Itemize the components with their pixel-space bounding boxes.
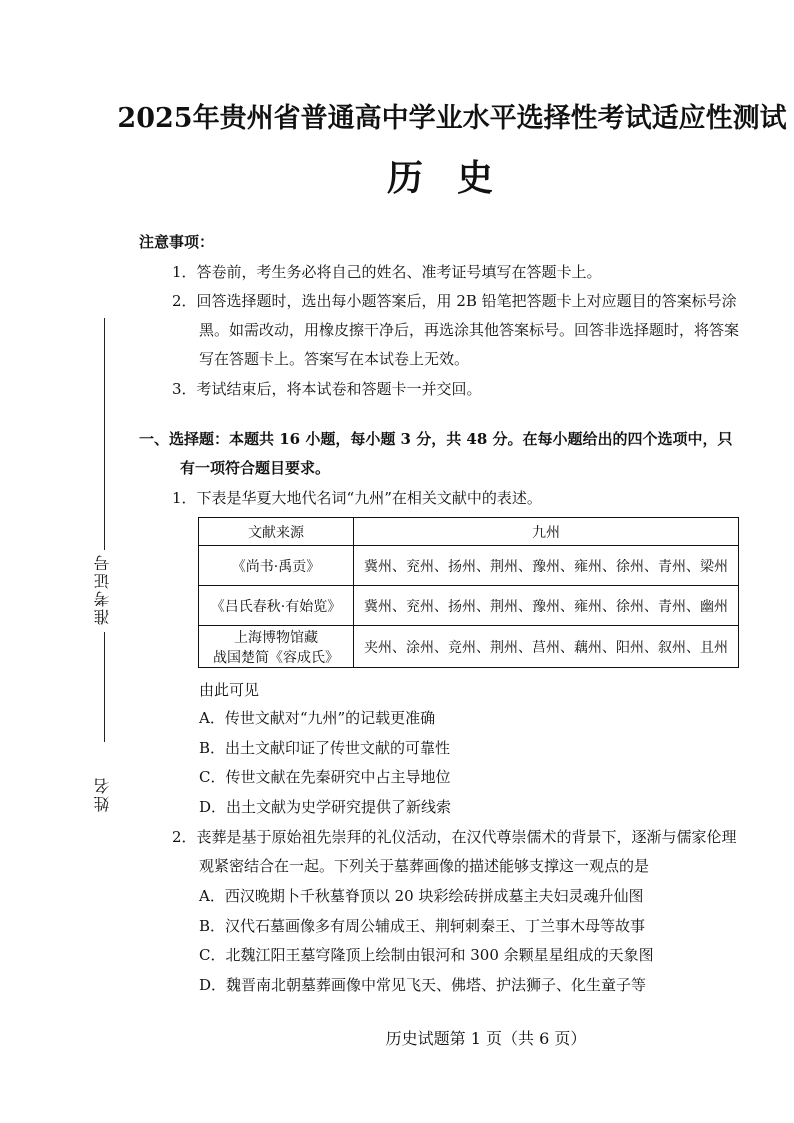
q1-table [198,517,739,668]
table-cell-value: 夹州、涂州、竞州、荆州、莒州、藕州、阳州、叙州、且州 [354,626,739,668]
q2-option-a: A．西汉晚期卜千秋墓脊顶以 20 块彩绘砖拼成墓主夫妇灵魂升仙图 [199,887,644,905]
q2-option-c: C．北魏江阳王墓穹隆顶上绘制由银河和 300 余颗星星组成的天象图 [199,946,654,964]
q1-table-header-jiuzhou: 九州 [354,518,739,546]
section1-heading-cont: 有一项符合题目要求。 [180,459,331,477]
notice-item-1: 1．答卷前，考生务必将自己的姓名、准考证号填写在答题卡上。 [172,263,602,281]
notice-item-3: 3．考试结束后，将本试卷和答题卡一并交回。 [172,380,482,398]
q1-option-b: B．出土文献印证了传世文献的可靠性 [199,739,451,757]
q1-option-c: C．传世文献在先秦研究中占主导地位 [199,768,451,786]
q1-stem: 1．下表是华夏大地代名词“九州”在相关文献中的表述。 [172,489,542,507]
page-footer: 历史试题第 1 页（共 6 页） [385,1029,587,1048]
notice-item-2: 2．回答选择题时，选出每小题答案后，用 2B 铅笔把答题卡上对应题目的答案标号涂 [172,292,737,310]
name-label: 姓名 [93,776,112,812]
table-cell-source: 《尚书·禹贡》 [199,546,354,586]
table-cell-value: 冀州、兖州、扬州、荆州、豫州、雍州、徐州、青州、梁州 [354,546,739,586]
exam-id-label: 准考证号 [93,553,112,625]
table-row [199,546,739,586]
q2-stem: 2．丧葬是基于原始祖先崇拜的礼仪活动，在汉代尊崇儒术的背景下，逐渐与儒家伦理 [172,828,737,846]
section1-heading: 一、选择题：本题共 16 小题，每小题 3 分，共 48 分。在每小题给出的四个选项中，只 [139,430,733,448]
exam-title: 2025年贵州省普通高中学业水平选择性考试适应性测试 [117,103,787,134]
q1-lead: 由此可见 [199,681,260,699]
table-row [199,626,739,668]
table-cell-source [199,626,354,668]
q2-stem-cont: 观紧密结合在一起。下列关于墓葬画像的描述能够支撑这一观点的是 [199,857,650,875]
table-row [199,586,739,626]
table-cell-source-line1: 上海博物馆藏 [234,629,318,646]
exam-id-write-line [104,318,105,550]
notice-item-2-cont1: 黑。如需改动，用橡皮擦干净后，再选涂其他答案标号。回答非选择题时，将答案 [199,321,740,339]
notice-item-2-cont2: 写在答题卡上。答案写在本试卷上无效。 [199,350,470,368]
q2-option-b: B．汉代石墓画像多有周公辅成王、荆轲刺秦王、丁兰事木母等故事 [199,917,646,935]
q1-option-d: D．出土文献为史学研究提供了新线索 [199,798,452,816]
exam-id-lower-line [104,632,105,742]
table-cell-source: 《吕氏春秋·有始览》 [199,586,354,626]
table-cell-source-line2: 战国楚简《容成氏》 [213,649,339,666]
q2-option-d: D．魏晋南北朝墓葬画像中常见飞天、佛塔、护法狮子、化生童子等 [199,976,647,994]
notice-heading: 注意事项： [139,233,215,251]
q1-option-a: A．传世文献对“九州”的记载更准确 [199,709,436,727]
table-cell-value: 冀州、兖州、扬州、荆州、豫州、雍州、徐州、青州、幽州 [354,586,739,626]
subject-title: 历史 [386,157,527,199]
q1-table-header-source: 文献来源 [199,518,354,546]
